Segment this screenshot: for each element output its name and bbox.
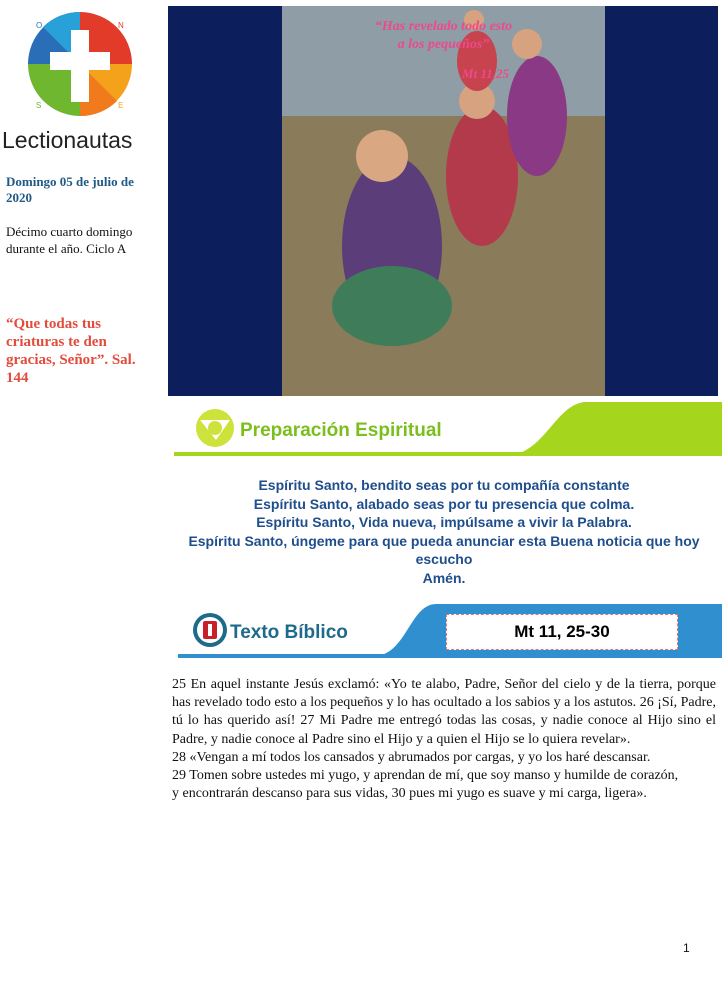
prayer-line: Espíritu Santo, Vida nueva, impúlsame a vivir la Palabra. <box>256 514 632 530</box>
reading-paragraph: y encontrarán descanso para sus vidas, 30 pues mi yugo es suave y mi carga, ligera». <box>172 786 647 802</box>
reading-paragraph: 25 En aquel instante Jesús exclamó: «Yo te alabo, Padre, Señor del cielo y de la tierra, porque has revelado todo esto a los pequeños y lo has ocultado a los sabios y a los astutos. 26 ¡Sí, Padre, tú lo has querido así! 27 Mi Padre me entregó todas las cosas, y nadie conoce al Hijo sino el Padre, y nadie conoce al Padre sino el Hijo y a quien el Hijo se lo quiera revelar». <box>172 677 716 747</box>
prayer-line: Espíritu Santo, bendito seas por tu compañía constante <box>258 477 630 493</box>
psalm-quote: “Que todas tus criaturas te den gracias, Señor”. Sal. 144 <box>6 316 136 386</box>
photo-reference: Mt 11,25 <box>462 66 509 81</box>
compass-cross-icon <box>2 8 142 158</box>
liturgical-sunday: Décimo cuarto domingo durante el año. Ciclo A <box>6 224 133 256</box>
preparacion-espiritual-banner <box>174 400 722 456</box>
prayer-line: Espíritu Santo, alabado seas por tu presencia que colma. <box>253 495 635 512</box>
brand-name: Lectionautas <box>2 127 133 153</box>
photo-illustration <box>282 6 605 396</box>
page-number: 1 <box>683 941 690 955</box>
svg-text:N: N <box>118 21 124 30</box>
svg-text:S: S <box>36 101 42 110</box>
svg-text:E: E <box>118 101 124 110</box>
reading-paragraph: 29 Tomen sobre ustedes mi yugo, y aprendan de mí, que soy manso y humilde de corazón, <box>172 768 679 784</box>
svg-text:O: O <box>36 21 43 30</box>
photo-quote: “Has revelado todo esto a los pequeños” <box>374 19 513 52</box>
prayer-line: Amén. <box>422 569 466 586</box>
citation-box: Mt 11, 25-30 <box>446 614 678 650</box>
bible-icon <box>192 612 228 648</box>
texto-title: Texto Bíblico <box>230 622 348 643</box>
children-running-photo <box>282 6 605 396</box>
gospel-reading <box>172 676 716 803</box>
reading-paragraph: 28 «Vengan a mí todos los cansados y abrumados por cargas, y yo los haré descansar. <box>172 749 651 765</box>
lectionautas-logo <box>2 8 142 158</box>
prep-title: Preparación Espiritual <box>240 420 442 441</box>
texto-biblico-banner <box>174 602 722 658</box>
prayer-text <box>168 476 720 587</box>
prayer-line: Espíritu Santo, úngeme para que pueda anunciar esta Buena noticia que hoy escucho <box>188 532 700 567</box>
header-image-panel <box>168 6 718 396</box>
dove-icon <box>194 406 236 448</box>
sunday-date: Domingo 05 de julio de 2020 <box>6 174 134 205</box>
